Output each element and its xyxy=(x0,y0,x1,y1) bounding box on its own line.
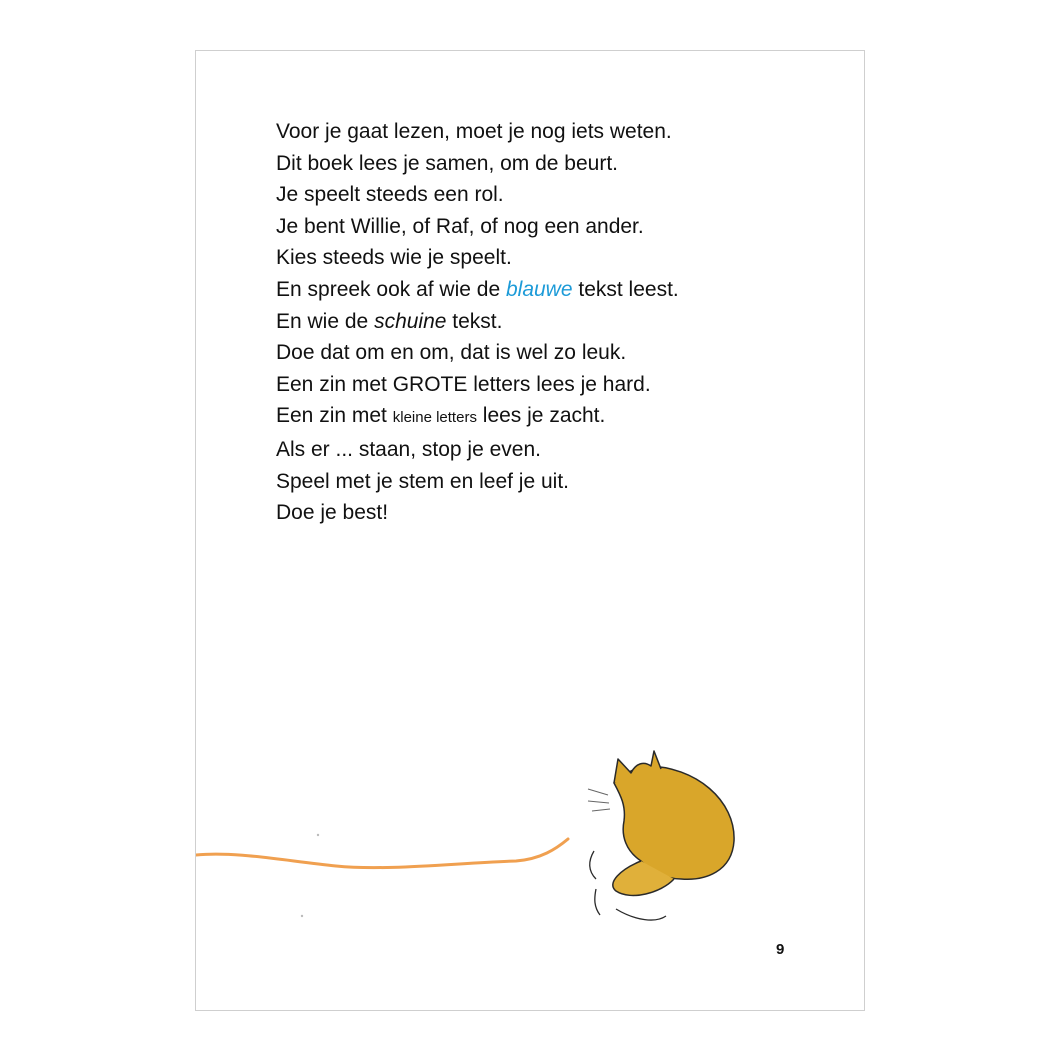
book-page xyxy=(195,50,865,1011)
page-number: 9 xyxy=(776,941,785,958)
text-line: Dit boek lees je samen, om de beurt. xyxy=(276,151,619,175)
text-segment: tekst. xyxy=(446,309,503,333)
italic-word: schuine xyxy=(374,309,447,333)
text-line: Als er ... staan, stop je even. xyxy=(276,437,541,461)
text-segment: En wie de xyxy=(276,309,375,333)
text-line: Voor je gaat lezen, moet je nog iets weten. xyxy=(276,120,672,143)
text-line: Een zin met GROTE letters lees je hard. xyxy=(276,372,651,396)
instruction-text xyxy=(276,116,796,529)
text-line: Doe dat om en om, dat is wel zo leuk. xyxy=(276,341,627,365)
small-text: kleine letters xyxy=(392,409,477,427)
text-line: Doe je best! xyxy=(276,501,389,525)
text-line xyxy=(276,274,796,306)
text-segment: lees je zacht. xyxy=(476,404,606,428)
text-line: Kies steeds wie je speelt. xyxy=(276,246,512,270)
text-line xyxy=(276,306,796,338)
cat-with-yarn-drawing-icon xyxy=(196,711,866,931)
text-line: Speel met je stem en leef je uit. xyxy=(276,469,569,493)
text-segment: Een zin met xyxy=(276,404,393,428)
text-line: Je bent Willie, of Raf, of nog een ander. xyxy=(276,214,644,238)
text-line xyxy=(276,400,796,434)
text-segment: En spreek ook af wie de xyxy=(276,277,506,301)
text-line: Je speelt steeds een rol. xyxy=(276,183,504,207)
text-segment: tekst leest. xyxy=(572,277,679,301)
blue-italic-word: blauwe xyxy=(505,277,573,301)
